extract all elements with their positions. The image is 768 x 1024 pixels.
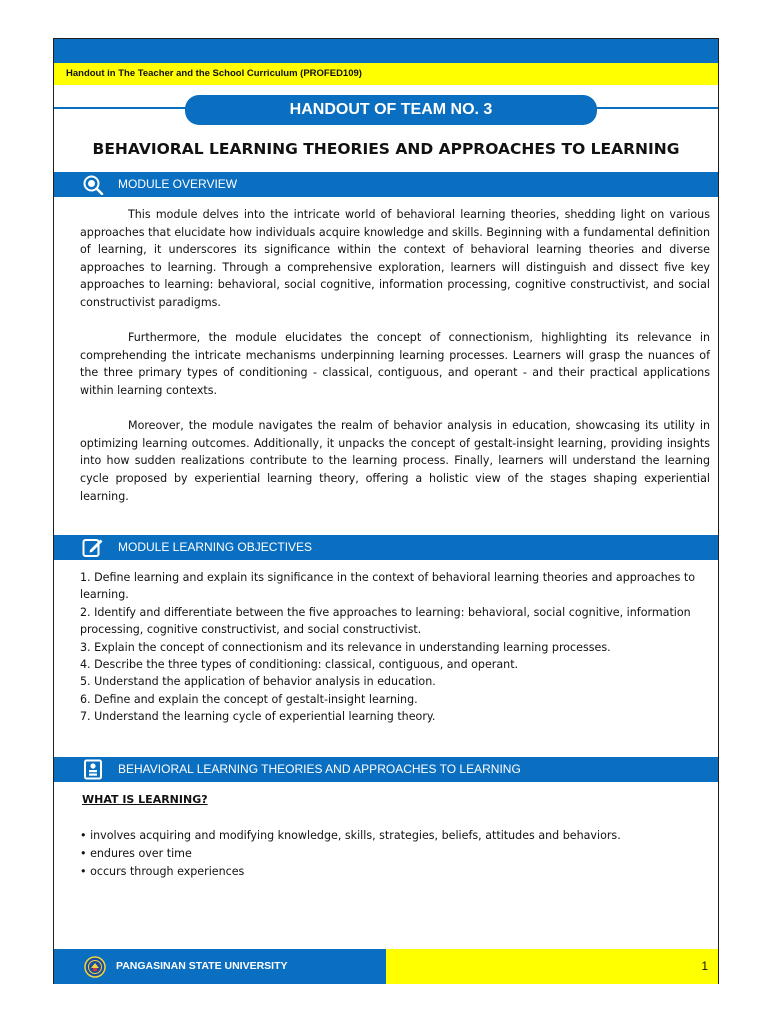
learning-objectives-header <box>54 535 718 560</box>
handout-course-line: Handout in The Teacher and the School Curriculum (PROFED109) <box>54 63 718 85</box>
profile-card-icon <box>82 759 104 780</box>
top-color-bar <box>54 39 718 63</box>
learning-bullets <box>80 827 710 882</box>
objective-item: 5. Understand the application of behavior analysis in education. <box>80 675 436 689</box>
behavioral-theories-header <box>54 757 718 782</box>
objective-item: 2. Identify and differentiate between the five approaches to learning: behavioral, social cognitive, information processing, cognitive constructivist, and social constructivist. <box>80 605 691 637</box>
objective-item: 7. Understand the learning cycle of experiential learning theory. <box>80 710 436 724</box>
objective-item: 4. Describe the three types of conditioning: classical, contiguous, and operant. <box>80 658 519 672</box>
bullet-item: • occurs through experiences <box>80 865 245 879</box>
bullet-item: • endures over time <box>80 847 192 861</box>
objective-item: 3. Explain the concept of connectionism and its relevance in understanding learning processes. <box>80 640 611 654</box>
module-overview-text <box>80 206 710 505</box>
handout-page <box>53 38 719 984</box>
objectives-list <box>80 569 710 726</box>
overview-paragraph-2: Furthermore, the module elucidates the concept of connectionism, highlighting its relevance in comprehending the intricate mechanisms underpinning learning processes. Learners will grasp the nuances of the three primary types of conditioning - classical, contiguous, and operant - and their practical applications within learning contexts. <box>80 331 710 397</box>
bullet-item: • involves acquiring and modifying knowledge, skills, strategies, beliefs, attitudes and behaviors. <box>80 829 621 842</box>
page-number: 1 <box>701 959 708 973</box>
university-name: PANGASINAN STATE UNIVERSITY <box>116 960 288 972</box>
learning-objectives-heading: MODULE LEARNING OBJECTIVES <box>118 540 313 554</box>
edit-icon <box>82 537 104 558</box>
university-seal-icon <box>84 956 106 978</box>
footer-page-bar <box>386 949 718 984</box>
objective-item: 1. Define learning and explain its significance in the context of behavioral learning theories and approaches to learning. <box>80 571 696 602</box>
page-title: BEHAVIORAL LEARNING THEORIES AND APPROACHES TO LEARNING <box>92 140 680 158</box>
footer-university-bar <box>54 949 386 984</box>
overview-paragraph-1: This module delves into the intricate world of behavioral learning theories, shedding light on various approaches that elucidate how individuals acquire knowledge and skills. Beginning with a fundamental definition of learning, it underscores its significance within the context of behavioral learning theories and diverse approaches to learning. Through a comprehensive exploration, learners will distinguish and dissect five key approaches to learning: behavioral, social cognitive, information processing, cognitive constructivist, and social constructivist paradigms. <box>80 208 710 309</box>
overview-paragraph-3: Moreover, the module navigates the realm of behavior analysis in education, showcasing its utility in optimizing learning outcomes. Additionally, it unpacks the concept of gestalt-insight learning, providing insights into how sudden realizations contribute to the learning process. Finally, learners will understand the learning cycle proposed by experiential learning theory, offering a holistic view of the stages shaping experiential learning. <box>80 419 710 503</box>
search-icon <box>82 174 104 195</box>
module-overview-header <box>54 172 718 197</box>
module-overview-heading: MODULE OVERVIEW <box>118 177 238 191</box>
what-is-learning-heading: WHAT IS LEARNING? <box>82 793 208 806</box>
team-label: HANDOUT OF TEAM NO. 3 <box>185 95 597 125</box>
objective-item: 6. Define and explain the concept of gestalt-insight learning. <box>80 692 418 706</box>
behavioral-theories-heading: BEHAVIORAL LEARNING THEORIES AND APPROACHES TO LEARNING <box>118 762 521 776</box>
